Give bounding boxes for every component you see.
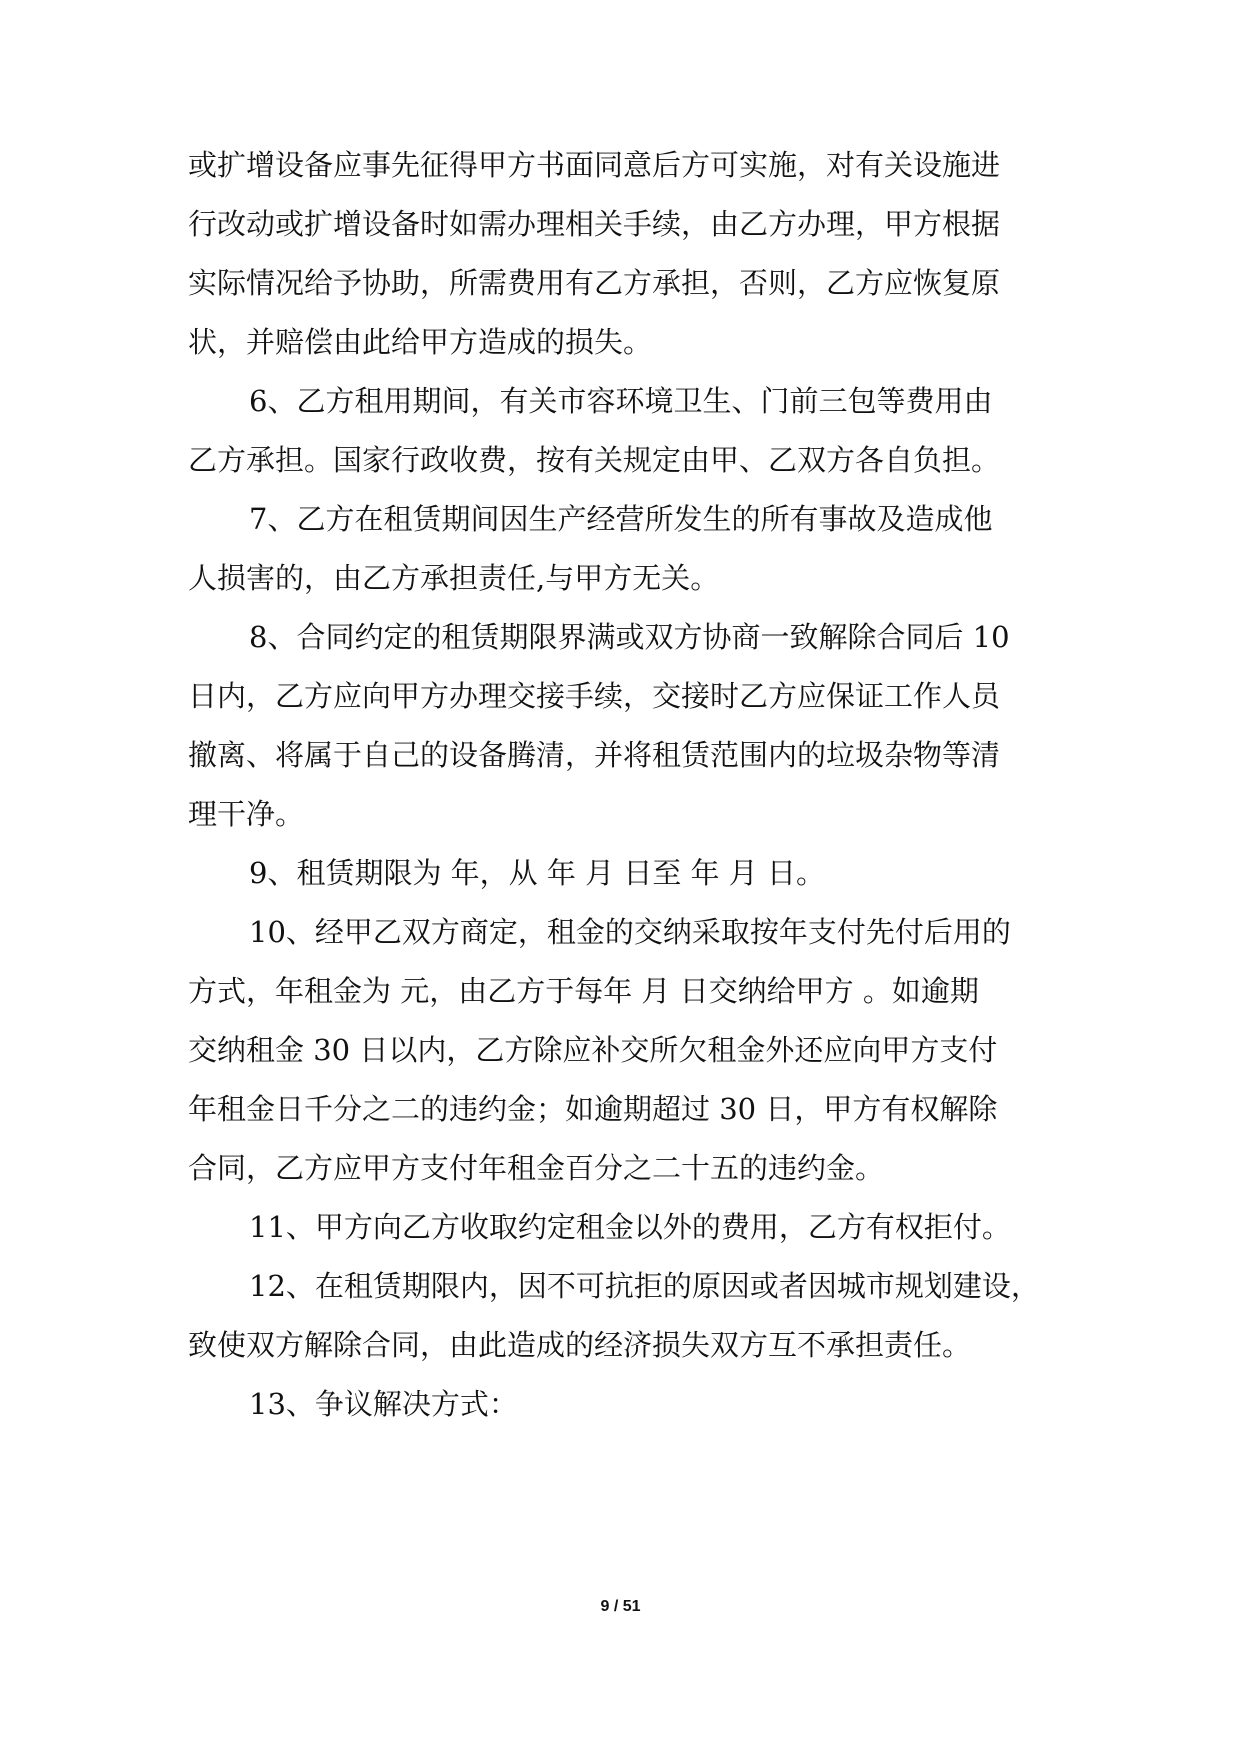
clause-8-line-3: 撤离、将属于自己的设备腾清，并将租赁范围内的垃圾杂物等清 bbox=[188, 738, 1001, 772]
clause-11-line-1: 11、甲方向乙方收取约定租金以外的费用，乙方有权拒付。 bbox=[249, 1210, 1011, 1244]
clause-8-line-4: 理干净。 bbox=[188, 797, 305, 831]
page-number: 9 / 51 bbox=[600, 1598, 641, 1615]
clause-6-line-1: 6、乙方租用期间，有关市容环境卫生、门前三包等费用由 bbox=[249, 384, 993, 418]
clause-13-line-1: 13、争议解决方式： bbox=[249, 1387, 518, 1421]
text-line: 或扩增设备应事先征得甲方书面同意后方可实施，对有关设施进 bbox=[188, 148, 1001, 182]
clause-12-line-2: 致使双方解除合同，由此造成的经济损失双方互不承担责任。 bbox=[188, 1328, 972, 1362]
clause-7-line-2: 人损害的，由乙方承担责任,与甲方无关。 bbox=[188, 561, 720, 595]
clause-7-line-1: 7、乙方在租赁期间因生产经营所发生的所有事故及造成他 bbox=[249, 502, 993, 536]
clause-10-line-5: 合同，乙方应甲方支付年租金百分之二十五的违约金。 bbox=[188, 1151, 885, 1185]
clause-12-line-1: 12、在租赁期限内，因不可抗拒的原因或者因城市规划建设， bbox=[249, 1269, 1040, 1303]
clause-9-line-1: 9、租赁期限为 年，从 年 月 日至 年 月 日。 bbox=[249, 856, 825, 890]
clause-8-line-1: 8、合同约定的租赁期限界满或双方协商一致解除合同后 10 bbox=[249, 620, 1010, 654]
clause-10-line-3: 交纳租金 30 日以内，乙方除应补交所欠租金外还应向甲方支付 bbox=[188, 1033, 998, 1067]
text-line: 行改动或扩增设备时如需办理相关手续，由乙方办理，甲方根据 bbox=[188, 207, 1001, 241]
clause-10-line-1: 10、经甲乙双方商定，租金的交纳采取按年支付先付后用的 bbox=[249, 915, 1011, 949]
text-line: 状，并赔偿由此给甲方造成的损失。 bbox=[188, 325, 653, 359]
clause-8-line-2: 日内，乙方应向甲方办理交接手续，交接时乙方应保证工作人员 bbox=[188, 679, 1001, 713]
text-line: 实际情况给予协助，所需费用有乙方承担，否则，乙方应恢复原 bbox=[188, 266, 1001, 300]
clause-10-line-4: 年租金日千分之二的违约金；如逾期超过 30 日，甲方有权解除 bbox=[188, 1092, 998, 1126]
clause-10-line-2: 方式，年租金为 元，由乙方于每年 月 日交纳给甲方 。如逾期 bbox=[188, 974, 979, 1008]
clause-6-line-2: 乙方承担。国家行政收费，按有关规定由甲、乙双方各自负担。 bbox=[188, 443, 1001, 477]
